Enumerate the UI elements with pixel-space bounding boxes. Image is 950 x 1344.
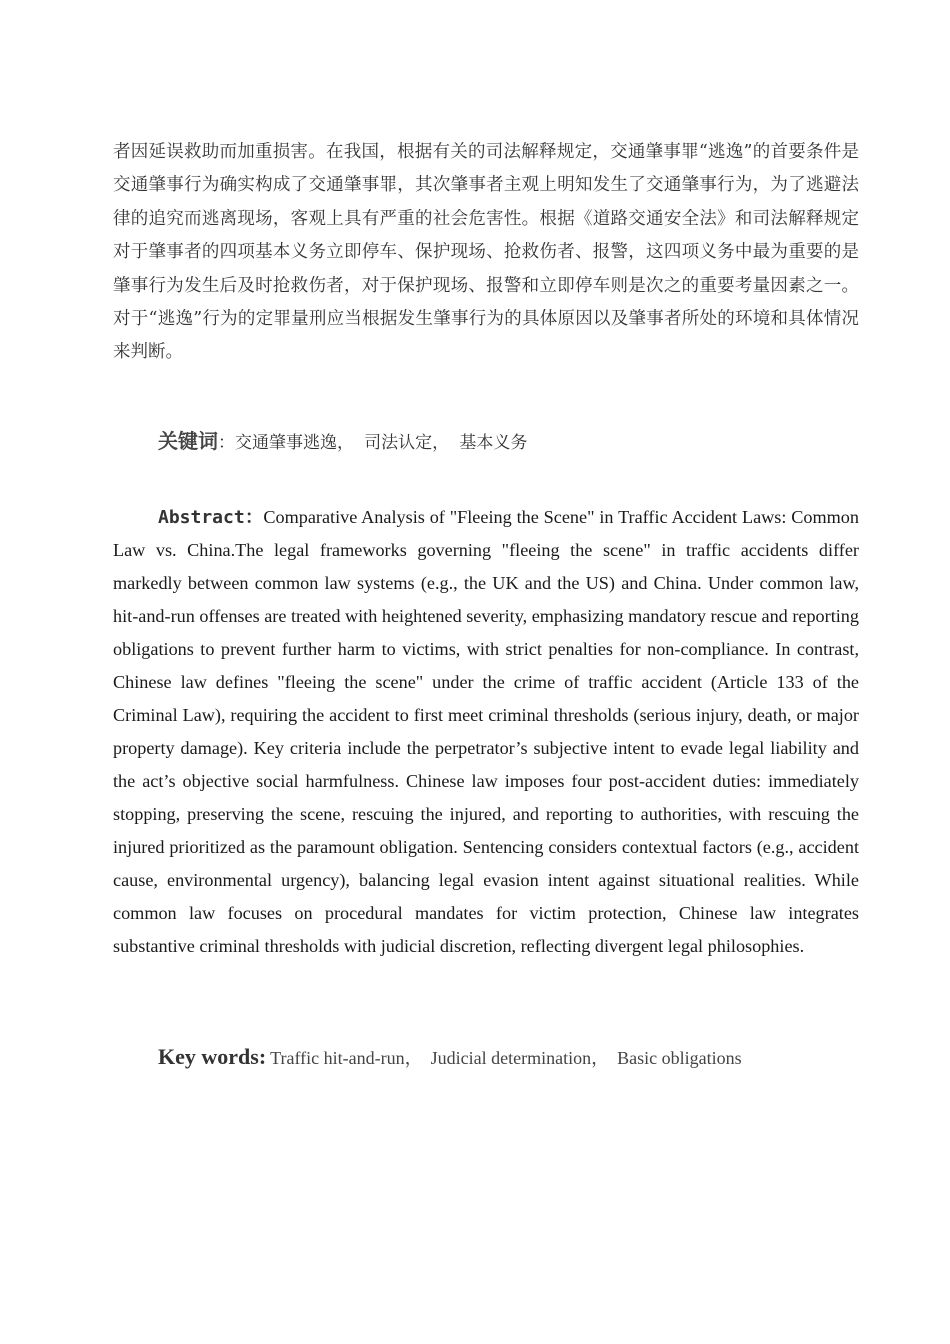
english-abstract-paragraph: [113, 501, 859, 963]
chinese-keyword: 交通肇事逃逸: [235, 433, 337, 453]
abstract-colon: ：: [244, 507, 264, 528]
chinese-body-paragraph: 者因延误救助而加重损害。在我国，根据有关的司法解释规定，交通肇事罪“逃逸”的首要条件是交通肇事行为确实构成了交通肇事罪，其次肇事者主观上明知发生了交通肇事行为，为了逃避法律的追究而逃离现场，客观上具有严重的社会危害性。根据《道路交通安全法》和司法解释规定对于肇事者的四项基本义务立即停车、保护现场、抢救伤者、报警，这四项义务中最为重要的是肇事行为发生后及时抢救伤者，对于保护现场、报警和立即停车则是次之的重要考量因素之一。对于“逃逸”行为的定罪量刑应当根据发生肇事行为的具体原因以及肇事者所处的环境和具体情况来判断。: [113, 142, 859, 363]
english-keyword: Judicial determination: [430, 1048, 592, 1068]
chinese-keywords-label: 关键词: [158, 429, 218, 453]
chinese-keywords-line: [158, 425, 527, 454]
english-keywords-line: [158, 1044, 742, 1070]
english-keyword: Traffic hit-and-run: [270, 1048, 405, 1068]
english-keywords-colon: :: [258, 1044, 267, 1069]
english-keyword-separator: ，: [591, 1048, 610, 1068]
chinese-keyword-separator: ，: [337, 433, 354, 453]
chinese-keyword: 基本义务: [459, 433, 528, 453]
chinese-keyword-separator: ，: [432, 433, 450, 453]
english-keyword: Basic obligations: [617, 1048, 742, 1068]
chinese-keywords-colon: ：: [218, 433, 235, 453]
chinese-keyword: 司法认定: [364, 433, 433, 453]
abstract-label: Abstract: [158, 507, 245, 528]
english-keywords-label: Key words: [158, 1044, 259, 1069]
english-keyword-separator: ，: [404, 1048, 423, 1068]
abstract-text: Comparative Analysis of "Fleeing the Scene" in Traffic Accident Laws: Common Law vs. China.The legal frameworks governing "fleeing the scene" in traffic accidents differ markedly between common law systems (e.g., the UK and the US) and China. Under common law, hit-and-run offenses are treated with heightened severity, emphasizing mandatory rescue and reporting obligations to prevent further harm to victims, with strict penalties for non-compliance. In contrast, Chinese law defines "fleeing the scene" under the crime of traffic accident (Article 133 of the Criminal Law), requiring the accident to first meet criminal thresholds (serious injury, death, or major property damage). Key criteria include the perpetrator’s subjective intent to evade legal liability and the act’s objective social harmfulness. Chinese law imposes four post-accident duties: immediately stopping, preserving the scene, rescuing the injured, and reporting to authorities, with rescuing the injured prioritized as the paramount obligation. Sentencing considers contextual factors (e.g., accident cause, environmental urgency), balancing legal evasion intent against situational realities. While common law focuses on procedural mandates for victim protection, Chinese law integrates substantive criminal thresholds with judicial discretion, reflecting divergent legal philosophies.: [113, 507, 859, 956]
